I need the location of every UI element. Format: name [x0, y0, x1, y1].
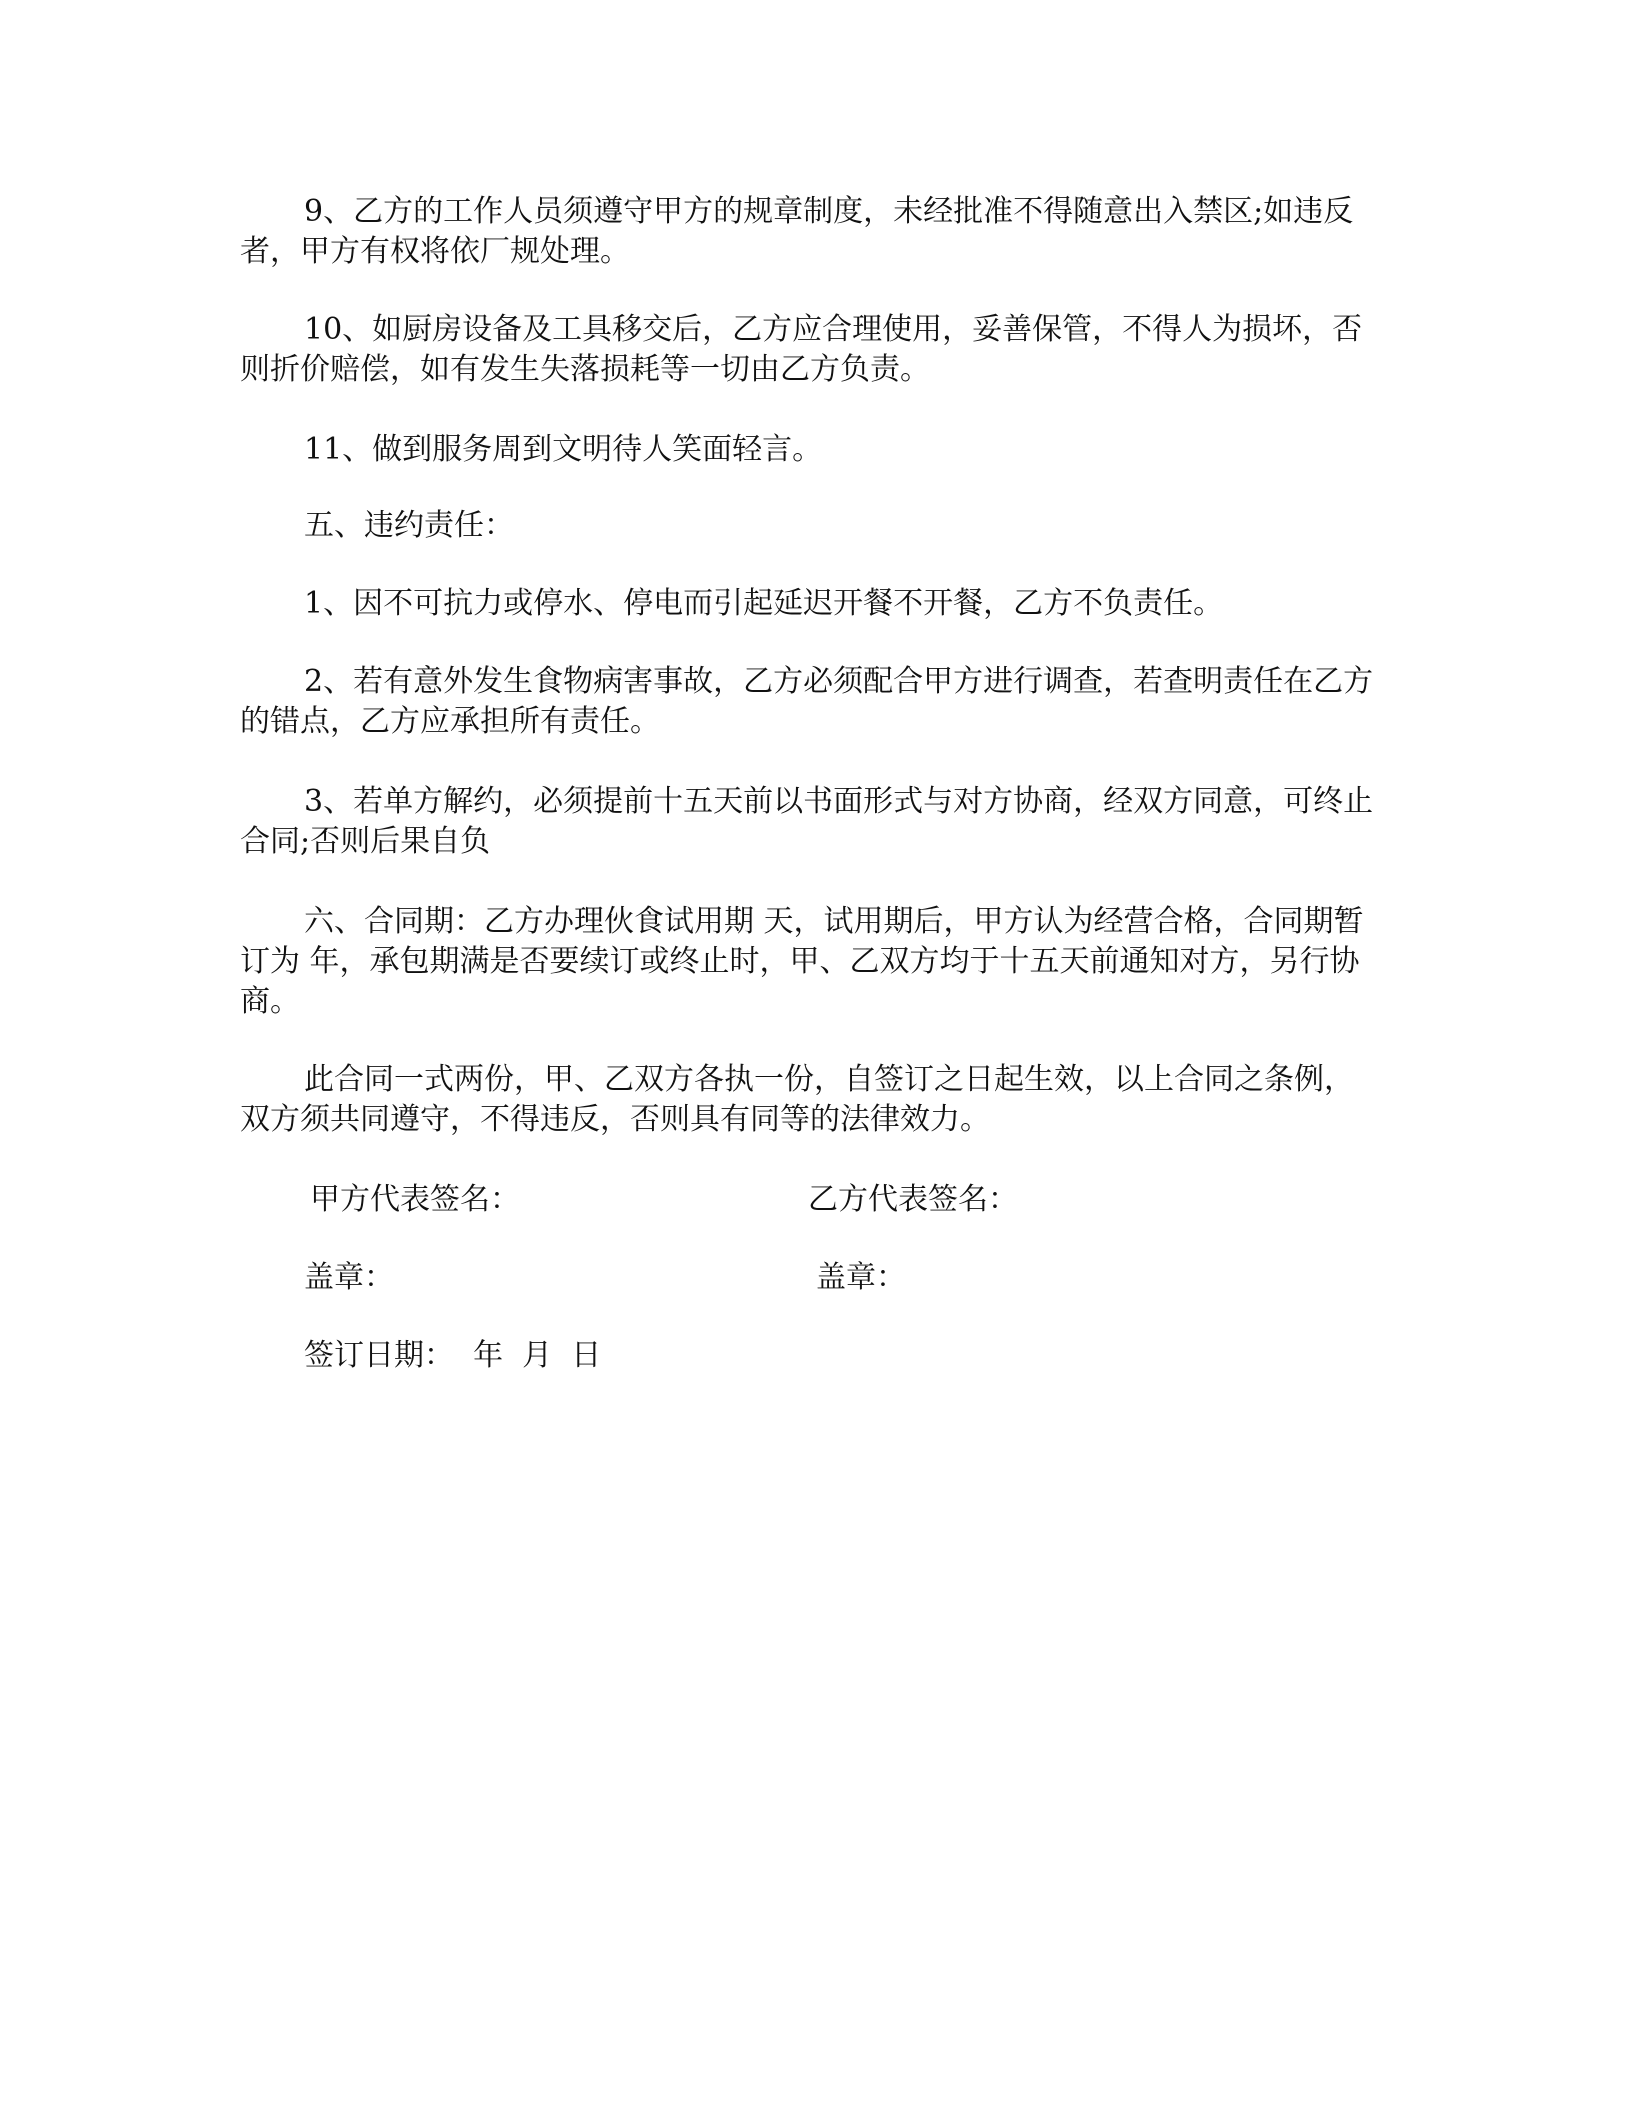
clause-11: 11、做到服务周到文明待人笑面轻言。: [304, 432, 823, 467]
section-heading-breach-liability: 五、违约责任：: [304, 508, 514, 543]
signing-date-label: 签订日期： 年 月 日: [304, 1338, 602, 1373]
section-contract-period: 六、合同期：乙方办理伙食试用期 天，试用期后，甲方认为经营合格，合同期暂订为 年，承包期满是否要续订或终止时，甲、乙双方均于十五天前通知对方，另行协商。: [240, 904, 1364, 1019]
breach-clause-1: 1、因不可抗力或停水、停电而引起延迟开餐不开餐，乙方不负责任。: [304, 586, 1224, 621]
party-a-seal-label: 盖章：: [304, 1260, 394, 1295]
party-b-seal-label: 盖章：: [816, 1260, 906, 1295]
breach-clause-2: 2、若有意外发生食物病害事故，乙方必须配合甲方进行调查，若查明责任在乙方的错点，乙方应承担所有责任。: [240, 664, 1374, 739]
closing-paragraph: 此合同一式两份，甲、乙双方各执一份，自签订之日起生效，以上合同之条例，双方须共同遵守，不得违反，否则具有同等的法律效力。: [240, 1062, 1354, 1137]
clause-10: 10、如厨房设备及工具移交后，乙方应合理使用，妥善保管，不得人为损坏，否则折价赔偿，如有发生失落损耗等一切由乙方负责。: [240, 312, 1363, 387]
party-a-signature-label: 甲方代表签名：: [310, 1182, 520, 1217]
breach-clause-3: 3、若单方解约，必须提前十五天前以书面形式与对方协商，经双方同意，可终止合同;否则后果自负: [240, 784, 1374, 859]
party-b-signature-label: 乙方代表签名：: [808, 1182, 1018, 1217]
clause-9: 9、乙方的工作人员须遵守甲方的规章制度，未经批准不得随意出入禁区;如违反者，甲方有权将依厂规处理。: [240, 194, 1354, 269]
